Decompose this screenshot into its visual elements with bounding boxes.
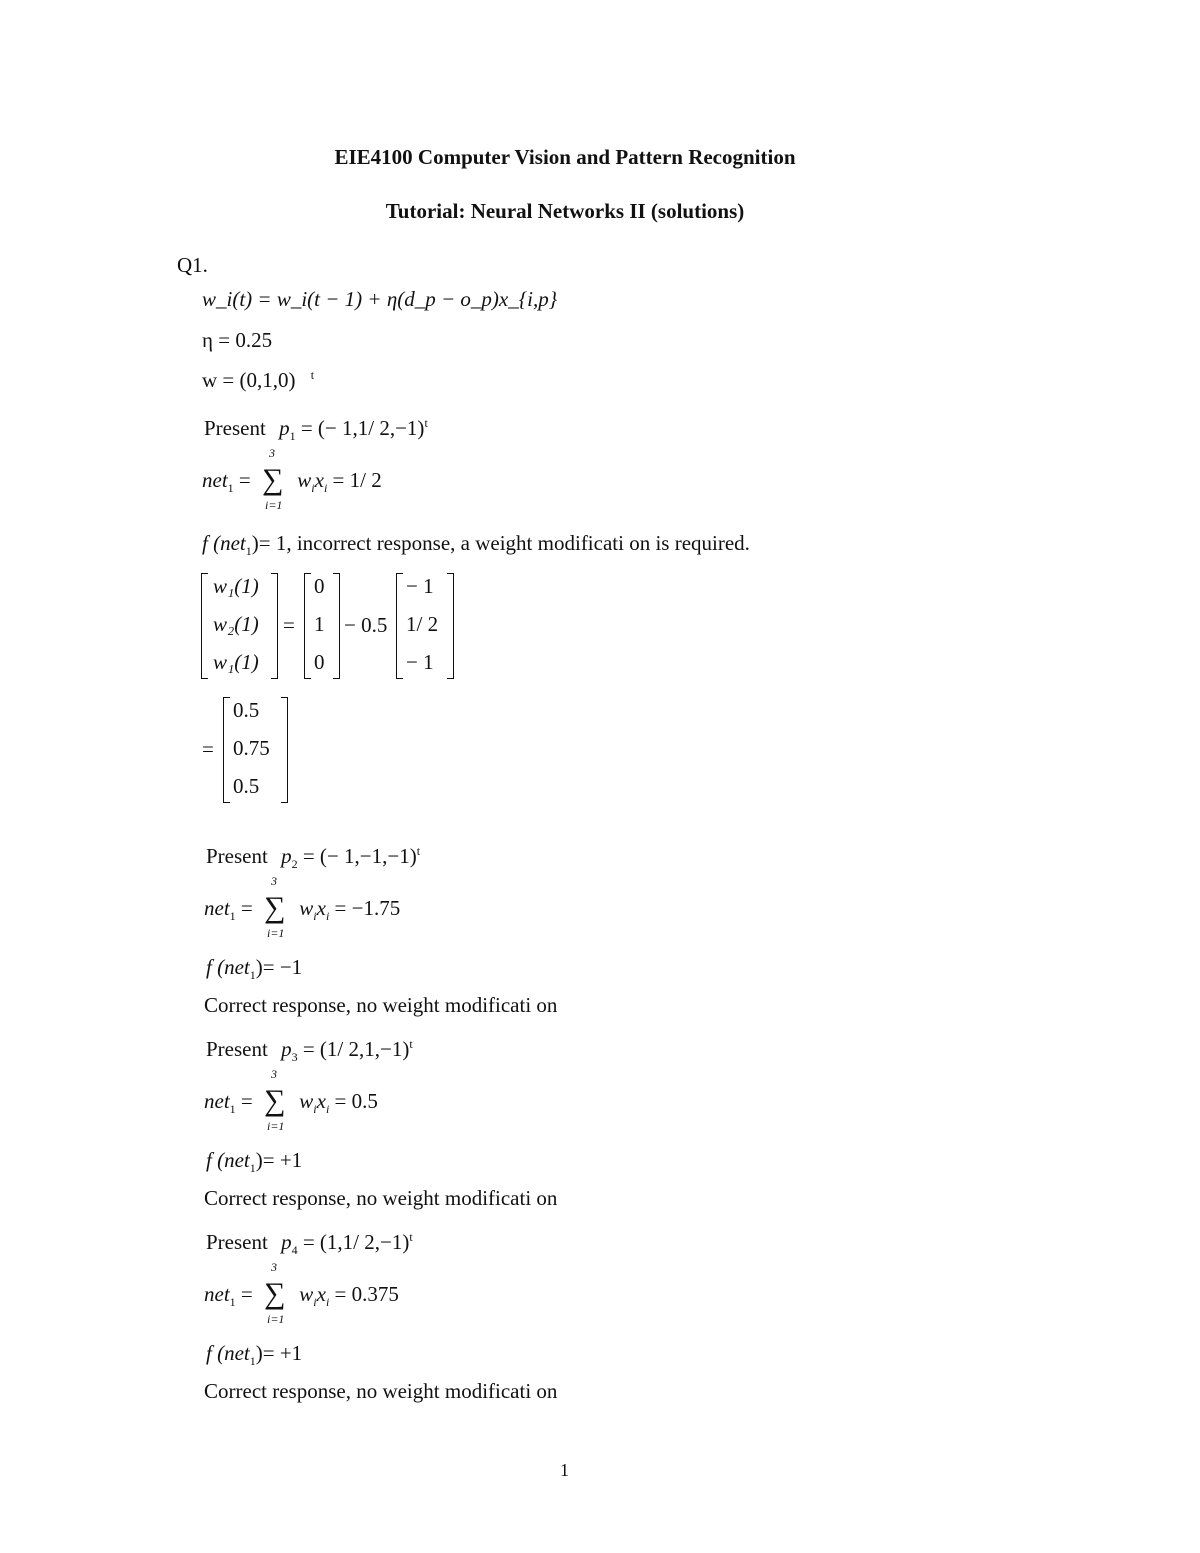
- summation-sign-icon: ∑: [264, 1277, 286, 1310]
- net-result: = 0.5: [334, 1088, 378, 1113]
- activation-index: 1: [245, 544, 252, 559]
- initial-weights-transpose: t: [310, 368, 315, 382]
- matrix-result-row-2: 0.75: [233, 736, 270, 760]
- activation-3: f (net$_1$)= +1: [206, 1148, 303, 1176]
- net-sum-4: net$_1$ = 3 ∑ i=1 $w_ix_i = 0.375$: [204, 1260, 399, 1326]
- matrix-lhs-left-bracket: [201, 573, 208, 679]
- eta-value: η = 0.25: [202, 328, 273, 352]
- pattern-symbol: p: [281, 1230, 292, 1254]
- summation: 3 ∑ i=1: [264, 874, 286, 940]
- matrix-lhs-row-1: w₁(1): [213, 574, 259, 598]
- present-label: Present: [206, 1037, 268, 1061]
- present-p3: [206, 1037, 413, 1065]
- activation-2: f (net$_1$)= −1: [206, 955, 303, 983]
- present-p1: [204, 416, 428, 444]
- matrix-w0-row-2: 1: [314, 612, 325, 636]
- matrix-lhs-right-bracket: [271, 573, 278, 679]
- pattern-index: 2: [291, 857, 298, 872]
- present-p4: [206, 1230, 413, 1258]
- matrix-w0-left-bracket: [304, 573, 311, 679]
- activation-result: )= +1: [255, 1341, 303, 1365]
- summation: 3 ∑ i=1: [264, 1067, 286, 1133]
- present-p2: [206, 844, 420, 872]
- summation-lower: i=1: [265, 498, 283, 512]
- pattern-value: = (− 1,1/ 2,−1): [300, 416, 425, 440]
- activation-result: )= −1: [255, 955, 303, 979]
- matrix-p-left-bracket: [396, 573, 403, 679]
- matrix-coefficient: − 0.5: [344, 613, 388, 637]
- net-result: = 1/ 2: [332, 467, 382, 492]
- summation-sign-icon: ∑: [264, 1084, 286, 1117]
- summation-sign-icon: ∑: [264, 891, 286, 924]
- question-label: Q1.: [177, 253, 208, 277]
- matrix-equals: =: [283, 613, 295, 637]
- initial-weights: [202, 368, 314, 393]
- pattern-value: = (1/ 2,1,−1): [302, 1037, 410, 1061]
- matrix-w0-row-1: 0: [314, 574, 325, 598]
- matrix-result-right-bracket: [281, 697, 288, 803]
- update-rule: w_i(t) = w_i(t − 1) + η(d_p − o_p)x_{i,p}: [202, 287, 558, 311]
- activation-4: f (net$_1$)= +1: [206, 1341, 303, 1369]
- activation-result: )= +1: [255, 1148, 303, 1172]
- activation-symbol: f (net: [202, 531, 246, 555]
- matrix-w0-row-3: 0: [314, 650, 325, 674]
- summation: [262, 446, 286, 512]
- document-title: EIE4100 Computer Vision and Pattern Recognition: [334, 145, 796, 169]
- pattern-symbol: p: [281, 1037, 292, 1061]
- page-number: 1: [560, 1460, 569, 1480]
- net-sum-1: net$_1$ = 3 ∑ i=1 $w_ix_i = 1/$ 2: [202, 446, 382, 512]
- matrix-p-row-2: 1/ 2: [406, 612, 439, 636]
- matrix-lhs-row-3: w₁(1): [213, 650, 259, 674]
- net-sum-3: net$_1$ = 3 ∑ i=1 $w_ix_i = 0.5$: [204, 1067, 378, 1133]
- pattern-transpose: t: [424, 416, 428, 430]
- summation-sign-icon: ∑: [262, 463, 284, 496]
- pattern-transpose: t: [409, 1037, 413, 1051]
- present-label: Present: [204, 416, 266, 440]
- net-result: = −1.75: [334, 895, 401, 920]
- pattern-index: 4: [291, 1243, 298, 1258]
- status-3: Correct response, no weight modificati on: [204, 1186, 558, 1210]
- present-label: Present: [206, 844, 268, 868]
- matrix-result-row-3: 0.5: [233, 774, 260, 798]
- matrix-lhs-row-2: w₂(1): [213, 612, 259, 636]
- net-sum-2: net$_1$ = 3 ∑ i=1 $w_ix_i = -1.75$: [204, 874, 401, 940]
- net-index: 1: [227, 481, 234, 495]
- initial-weights-value: w = (0,1,0): [202, 368, 296, 392]
- summation-upper: 3: [269, 446, 275, 460]
- activation-result: )= 1, incorrect response, a weight modificati on is required.: [251, 531, 750, 555]
- pattern-value: = (− 1,−1,−1): [302, 844, 417, 868]
- pattern-index: 3: [291, 1050, 298, 1065]
- pattern-transpose: t: [409, 1230, 413, 1244]
- net-result: = 0.375: [334, 1281, 399, 1306]
- summation: 3 ∑ i=1: [264, 1260, 286, 1326]
- status-4: Correct response, no weight modificati on: [204, 1379, 558, 1403]
- matrix-p-row-1: − 1: [406, 574, 434, 598]
- matrix-p-right-bracket: [447, 573, 454, 679]
- pattern-transpose: t: [416, 844, 421, 858]
- activation-1: [202, 531, 750, 559]
- document-subtitle: Tutorial: Neural Networks II (solutions): [385, 199, 745, 223]
- weight-symbol: $w_ix_i$: [297, 467, 328, 495]
- matrix-result-row-1: 0.5: [233, 698, 260, 722]
- net-symbol: net: [202, 467, 228, 492]
- result-equals: =: [202, 737, 214, 761]
- matrix-p-row-3: − 1: [406, 650, 434, 674]
- pattern-index: 1: [289, 429, 296, 444]
- status-2: Correct response, no weight modificati on: [204, 993, 558, 1017]
- pattern-value: = (1,1/ 2,−1): [302, 1230, 410, 1254]
- pattern-symbol: p: [279, 416, 290, 440]
- present-label: Present: [206, 1230, 268, 1254]
- matrix-w0-right-bracket: [333, 573, 340, 679]
- matrix-result-left-bracket: [223, 697, 230, 803]
- pattern-symbol: p: [281, 844, 292, 868]
